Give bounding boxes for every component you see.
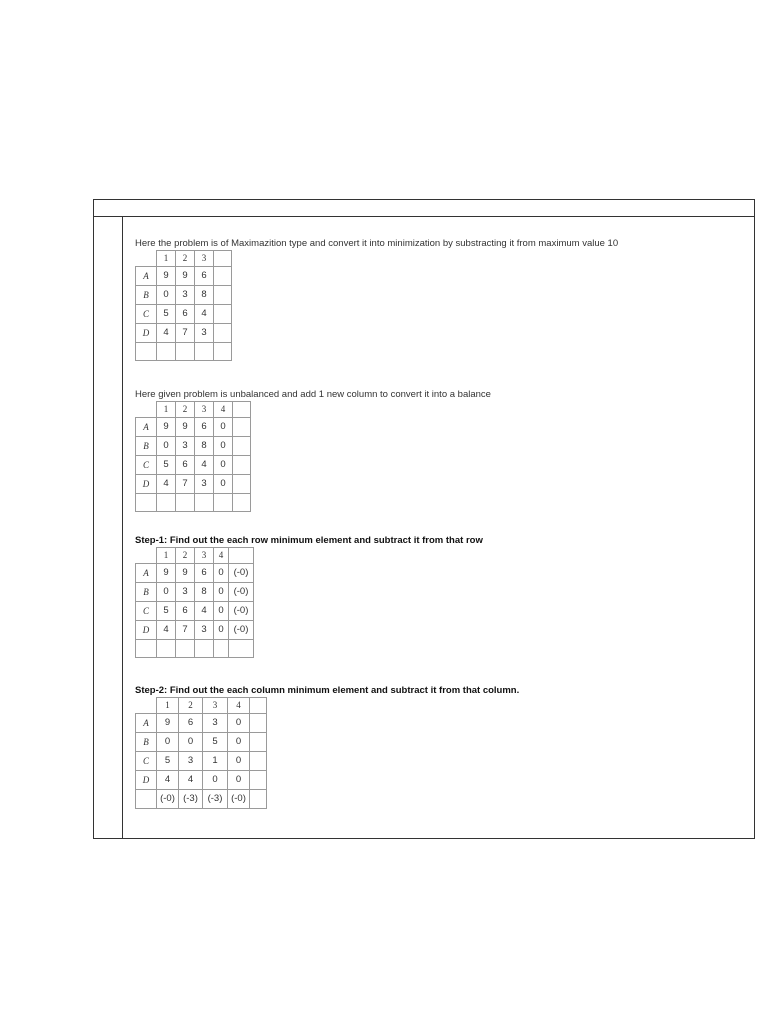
row-label: A bbox=[136, 714, 157, 733]
section-caption: Here the problem is of Maximazition type and convert it into minimization by substracting it from maximum value 10 bbox=[135, 238, 619, 249]
table-cell: 4 bbox=[157, 621, 176, 640]
table-row bbox=[136, 475, 251, 494]
table-cell: 0 bbox=[214, 475, 233, 494]
column-header: 3 bbox=[195, 402, 214, 418]
table-row bbox=[136, 456, 251, 475]
table-cell: 3 bbox=[195, 324, 214, 343]
table-cell: 0 bbox=[228, 733, 250, 752]
table-cell: 9 bbox=[176, 267, 195, 286]
table-cell: 0 bbox=[214, 602, 229, 621]
table-cell: 0 bbox=[214, 418, 233, 437]
table-cell: 0 bbox=[214, 564, 229, 583]
row-label: D bbox=[136, 771, 157, 790]
table-row bbox=[136, 305, 232, 324]
table-cell: 6 bbox=[195, 564, 214, 583]
table-cell: 9 bbox=[157, 564, 176, 583]
table-cell-empty bbox=[136, 343, 157, 361]
table-cell-empty bbox=[176, 640, 195, 658]
table-cell-empty bbox=[214, 494, 233, 512]
table-cell: 6 bbox=[195, 267, 214, 286]
column-header: 4 bbox=[228, 698, 250, 714]
table-cell-empty bbox=[229, 640, 254, 658]
table-corner bbox=[136, 548, 157, 564]
table-row bbox=[136, 602, 254, 621]
table-cell-empty bbox=[136, 790, 157, 809]
column-header: 3 bbox=[195, 548, 214, 564]
table-cell: 0 bbox=[157, 437, 176, 456]
table-cell: 0 bbox=[228, 714, 250, 733]
table-row bbox=[136, 583, 254, 602]
assignment-table bbox=[135, 697, 267, 809]
table-cell: 0 bbox=[214, 456, 233, 475]
table-cell-empty bbox=[195, 640, 214, 658]
row-label: A bbox=[136, 564, 157, 583]
table-cell: 8 bbox=[195, 583, 214, 602]
table-footer-row bbox=[136, 790, 267, 809]
column-header: 4 bbox=[214, 402, 233, 418]
table-row bbox=[136, 733, 267, 752]
table-cell: (-0) bbox=[229, 583, 254, 602]
table-cell-empty bbox=[176, 494, 195, 512]
table-cell: 7 bbox=[176, 324, 195, 343]
table-cell-empty bbox=[157, 343, 176, 361]
table-cell: 6 bbox=[195, 418, 214, 437]
table-cell: 5 bbox=[157, 752, 179, 771]
table-row bbox=[136, 437, 251, 456]
table-cell: 0 bbox=[203, 771, 228, 790]
table-cell: 4 bbox=[157, 475, 176, 494]
column-reduction-cell: (-0) bbox=[157, 790, 179, 809]
assignment-table bbox=[135, 250, 232, 361]
table-row bbox=[136, 752, 267, 771]
table-cell: 3 bbox=[195, 475, 214, 494]
table-cell-empty bbox=[250, 790, 267, 809]
section-caption: Step-1: Find out the each row minimum element and subtract it from that row bbox=[135, 535, 483, 546]
table-cell: 0 bbox=[228, 752, 250, 771]
table-cell: 7 bbox=[176, 475, 195, 494]
column-header: 3 bbox=[203, 698, 228, 714]
table-cell-empty bbox=[136, 640, 157, 658]
table-cell-empty bbox=[176, 343, 195, 361]
table-cell: 0 bbox=[228, 771, 250, 790]
table-cell-empty bbox=[250, 698, 267, 714]
column-header: 1 bbox=[157, 251, 176, 267]
section-caption: Here given problem is unbalanced and add 1 new column to convert it into a balance bbox=[135, 389, 491, 400]
table-cell: 9 bbox=[176, 418, 195, 437]
table-cell: (-0) bbox=[229, 564, 254, 583]
row-label: C bbox=[136, 305, 157, 324]
row-label: D bbox=[136, 475, 157, 494]
table-cell: 0 bbox=[157, 583, 176, 602]
table-row bbox=[136, 564, 254, 583]
table-cell: 9 bbox=[157, 267, 176, 286]
column-header: 2 bbox=[179, 698, 203, 714]
column-header: 1 bbox=[157, 548, 176, 564]
table-cell-empty bbox=[233, 456, 251, 475]
table-cell: 4 bbox=[157, 324, 176, 343]
table-cell: 5 bbox=[203, 733, 228, 752]
table-row bbox=[136, 418, 251, 437]
row-label: B bbox=[136, 583, 157, 602]
table-cell: 9 bbox=[157, 418, 176, 437]
table-cell: 5 bbox=[157, 602, 176, 621]
table-cell: 3 bbox=[179, 752, 203, 771]
assignment-table bbox=[135, 401, 251, 512]
row-label: A bbox=[136, 418, 157, 437]
table-cell-empty bbox=[214, 343, 232, 361]
table-row bbox=[136, 714, 267, 733]
table-cell-empty bbox=[214, 286, 232, 305]
column-header: 3 bbox=[195, 251, 214, 267]
table-footer-row bbox=[136, 640, 254, 658]
table-cell-empty bbox=[233, 475, 251, 494]
table-cell-empty bbox=[229, 548, 254, 564]
table-cell: 5 bbox=[157, 456, 176, 475]
table-cell: 7 bbox=[176, 621, 195, 640]
table-cell-empty bbox=[214, 324, 232, 343]
row-label: D bbox=[136, 324, 157, 343]
table-cell-empty bbox=[214, 267, 232, 286]
table-cell: 4 bbox=[195, 456, 214, 475]
row-label: C bbox=[136, 752, 157, 771]
row-label: B bbox=[136, 733, 157, 752]
table-row bbox=[136, 286, 232, 305]
table-footer-row bbox=[136, 494, 251, 512]
row-label: B bbox=[136, 437, 157, 456]
assignment-table bbox=[135, 547, 254, 658]
table-cell: 0 bbox=[214, 437, 233, 456]
row-label: D bbox=[136, 621, 157, 640]
table-cell: 9 bbox=[157, 714, 179, 733]
table-cell-empty bbox=[233, 494, 251, 512]
table-cell: 6 bbox=[179, 714, 203, 733]
row-label: C bbox=[136, 456, 157, 475]
row-label: B bbox=[136, 286, 157, 305]
table-cell: 4 bbox=[157, 771, 179, 790]
table-cell-empty bbox=[195, 494, 214, 512]
column-reduction-cell: (-3) bbox=[179, 790, 203, 809]
table-cell: 0 bbox=[157, 733, 179, 752]
table-row bbox=[136, 771, 267, 790]
table-cell-empty bbox=[233, 437, 251, 456]
table-corner bbox=[136, 251, 157, 267]
table-footer-row bbox=[136, 343, 232, 361]
column-reduction-cell: (-3) bbox=[203, 790, 228, 809]
table-cell: 3 bbox=[195, 621, 214, 640]
table-cell: (-0) bbox=[229, 621, 254, 640]
column-header: 2 bbox=[176, 548, 195, 564]
table-cell: 8 bbox=[195, 437, 214, 456]
table-row bbox=[136, 267, 232, 286]
table-cell-empty bbox=[233, 418, 251, 437]
section-caption: Step-2: Find out the each column minimum element and subtract it from that column. bbox=[135, 685, 520, 696]
column-header: 4 bbox=[214, 548, 229, 564]
table-cell: 3 bbox=[176, 583, 195, 602]
row-label: C bbox=[136, 602, 157, 621]
table-cell-empty bbox=[233, 402, 251, 418]
table-cell: (-0) bbox=[229, 602, 254, 621]
table-cell: 0 bbox=[179, 733, 203, 752]
table-cell-empty bbox=[157, 640, 176, 658]
table-cell: 4 bbox=[179, 771, 203, 790]
column-header: 2 bbox=[176, 251, 195, 267]
table-cell: 3 bbox=[203, 714, 228, 733]
row-label: A bbox=[136, 267, 157, 286]
table-cell-empty bbox=[250, 752, 267, 771]
column-header: 1 bbox=[157, 402, 176, 418]
table-cell-empty bbox=[250, 733, 267, 752]
table-cell: 4 bbox=[195, 602, 214, 621]
column-header: 2 bbox=[176, 402, 195, 418]
table-cell: 8 bbox=[195, 286, 214, 305]
table-cell: 3 bbox=[176, 437, 195, 456]
column-header: 1 bbox=[157, 698, 179, 714]
column-reduction-cell: (-0) bbox=[228, 790, 250, 809]
table-cell-empty bbox=[195, 343, 214, 361]
table-cell-empty bbox=[214, 305, 232, 324]
table-cell-empty bbox=[214, 251, 232, 267]
table-cell: 6 bbox=[176, 305, 195, 324]
table-cell: 1 bbox=[203, 752, 228, 771]
table-row bbox=[136, 324, 232, 343]
table-corner bbox=[136, 402, 157, 418]
table-cell-empty bbox=[250, 771, 267, 790]
table-cell: 0 bbox=[214, 583, 229, 602]
table-cell-empty bbox=[136, 494, 157, 512]
table-cell: 6 bbox=[176, 602, 195, 621]
table-cell-empty bbox=[250, 714, 267, 733]
table-cell: 0 bbox=[214, 621, 229, 640]
table-row bbox=[136, 621, 254, 640]
table-cell-empty bbox=[214, 640, 229, 658]
table-cell-empty bbox=[157, 494, 176, 512]
table-cell: 3 bbox=[176, 286, 195, 305]
table-cell: 4 bbox=[195, 305, 214, 324]
table-cell: 5 bbox=[157, 305, 176, 324]
table-cell: 6 bbox=[176, 456, 195, 475]
table-corner bbox=[136, 698, 157, 714]
table-cell: 0 bbox=[157, 286, 176, 305]
table-cell: 9 bbox=[176, 564, 195, 583]
